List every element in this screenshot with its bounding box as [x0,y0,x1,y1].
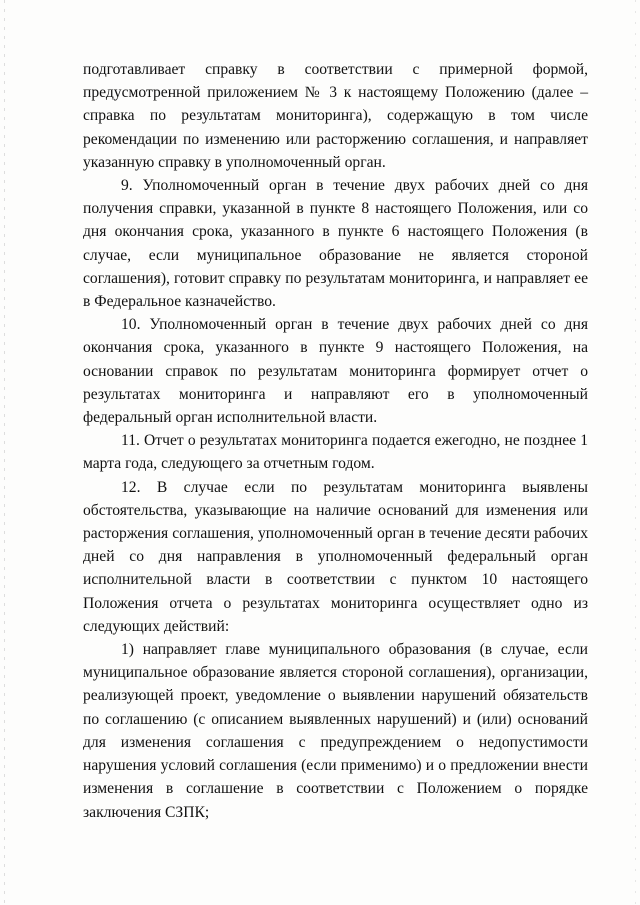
document-body [83,58,588,824]
scan-edge-right [635,0,636,905]
paragraph-item-11: 11. Отчет о результатах мониторинга подается ежегодно, не позднее 1 марта года, следующего за отчетным годом. [83,432,588,473]
paragraph-item-10: 10. Уполномоченный орган в течение двух рабочих дней со дня окончания срока, указанного в пункте 9 настоящего Положения, на основании справок по результатам мониторинга формирует отчет о результатах мониторинга и направляют его в уполномоченный федеральный орган исполнительной власти. [83,316,588,427]
paragraph-continuation: подготавливает справку в соответствии с примерной формой, предусмотренной приложением № 3 к настоящему Положению (далее – справка по результатам мониторинга), содержащую в том числе рекомендации по изменению или расторжению соглашения, и направляет указанную справку в уполномоченный орган. [83,61,588,171]
paragraph-item-12: 12. В случае если по результатам мониторинга выявлены обстоятельства, указывающие на наличие оснований для изменения или расторжения соглашения, уполномоченный орган в течение десяти рабочих дней со дня направления в уполномоченный федеральный орган исполнительной власти в соответствии с пунктом 10 настоящего Положения отчета о результатах мониторинга осуществляет одно из следующих действий: [83,478,588,635]
scan-edge-left [4,0,5,905]
paragraph-item-9: 9. Уполномоченный орган в течение двух рабочих дней со дня получения справки, указанной в пункте 8 настоящего Положения, или со дня окончания срока, указанного в пункте 6 настоящего Положения (в случае, если муниципальное образование не является стороной соглашения), готовит справку по результатам мониторинга, и направляет ее в Федеральное казначейство. [83,177,588,311]
paragraph-item-12-subitem-1: 1) направляет главе муниципального образования (в случае, если муниципальное образование является стороной соглашения), организации, реализующей проект, уведомление о выявлении нарушений обязательств по соглашению (с описанием выявленных нарушений) и (или) оснований для изменения соглашения с предупреждением о недопустимости нарушения условий соглашения (если применимо) и о предложении внести изменения в соглашение в соответствии с Положением о порядке заключения СЗПК; [83,641,588,821]
